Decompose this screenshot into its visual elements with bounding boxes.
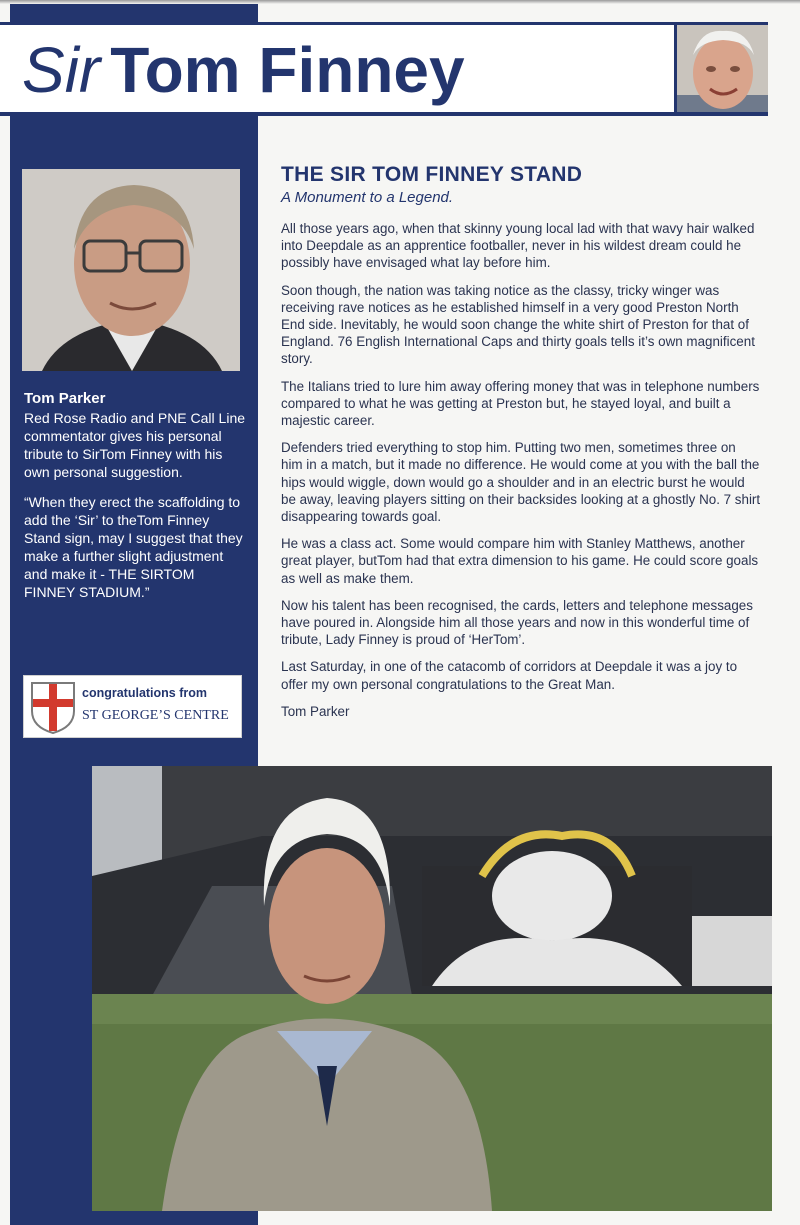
- title-name: Tom Finney: [110, 34, 465, 106]
- article-subtitle: A Monument to a Legend.: [281, 189, 454, 206]
- article-paragraph: The Italians tried to lure him away offering money that was in telephone numbers compared to what he was getting at Preston but, he stayed loyal, and built a majestic career.: [281, 378, 760, 429]
- article-paragraph: Defenders tried everything to stop him. Putting two men, sometimes three on him in a match, but it made no difference. He would come at you with the ball the hips would wiggle, down would go a shoulder and in an electric burst he would be away, leaving players sitting on their backsides looking at a ghostly No. 7 shirt disappearing towards goal.: [281, 440, 761, 525]
- title-prefix: Sir: [22, 34, 101, 106]
- st-george-cross-icon: [30, 681, 76, 735]
- article-paragraph: Now his talent has been recognised, the cards, letters and telephone messages have poured in. Alongside him all those years and now in this wonderful time of tribute, Lady Finney is proud of ‘HerTom’.: [281, 597, 753, 648]
- title-banner: [0, 22, 768, 116]
- author-intro: Red Rose Radio and PNE Call Line commentator gives his personal tribute to SirTom Finney with his own personal suggestion.: [24, 410, 246, 480]
- article-paragraph: All those years ago, when that skinny young local lad with that wavy hair walked into Deepdale as an apprentice footballer, never in his wildest dream could he possibly have envisaged what lay before him.: [281, 221, 755, 271]
- article-paragraph: Soon though, the nation was taking notice as the classy, tricky winger was receiving rave notices as he established himself in a very good Preston North End side. Inevitably, he would soon change the white shirt of Preston for that of England. 76 English International Caps and thirty goals tells it’s own magnificent story.: [281, 282, 755, 367]
- article-title: THE SIR TOM FINNEY STAND: [281, 163, 583, 186]
- author-name: Tom Parker: [24, 390, 106, 407]
- sponsor-line-2: ST GEORGE’S CENTRE: [82, 708, 229, 723]
- author-quote: “When they erect the scaffolding to add the ‘Sir’ to theTom Finney Stand sign, may I suggest that they make a further slight adjustment and make it - THE SIRTOM FINNEY STADIUM.”: [24, 494, 243, 600]
- sponsor-line-1: congratulations from: [82, 686, 208, 700]
- article-signature: Tom Parker: [281, 703, 350, 719]
- header-portrait-photo: [674, 25, 768, 112]
- article-paragraph: He was a class act. Some would compare him with Stanley Matthews, another great player, butTom had that extra dimension to his game. He could score goals as well as make them.: [281, 536, 759, 586]
- page-title: [22, 33, 465, 107]
- article-paragraph: Last Saturday, in one of the catacomb of corridors at Deepdale it was a joy to offer my own personal congratulations to the Great Man.: [281, 659, 738, 692]
- stadium-photo: [92, 766, 772, 1211]
- sponsor-box: [23, 675, 242, 738]
- article: [281, 162, 761, 720]
- sidebar-text: [24, 390, 246, 613]
- author-portrait-photo: [22, 169, 240, 371]
